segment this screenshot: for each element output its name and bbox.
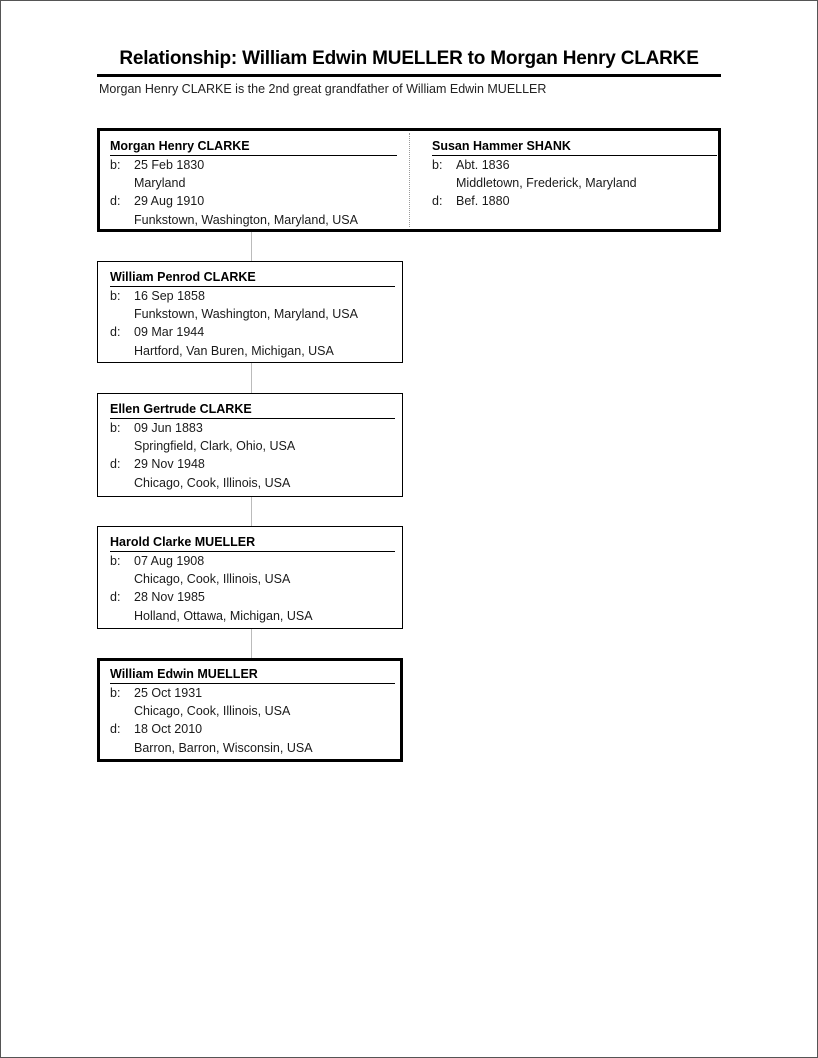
birth-date: 09 Jun 1883 — [134, 421, 203, 435]
death-place-row — [110, 342, 395, 360]
person-name: William Edwin MUELLER — [110, 667, 395, 684]
death-date-row — [110, 455, 395, 473]
birth-place-row — [110, 437, 395, 455]
birth-date: 25 Feb 1830 — [134, 158, 205, 172]
birth-place-row — [110, 305, 395, 323]
death-place: Barron, Barron, Wisconsin, USA — [134, 740, 313, 755]
connector-line — [251, 497, 252, 526]
birth-date: Abt. 1836 — [456, 158, 510, 172]
person-box-ellen-gertrude-clarke[interactable] — [97, 393, 403, 497]
death-label: d: — [110, 194, 121, 209]
birth-date: 25 Oct 1931 — [134, 686, 203, 700]
death-place-row — [110, 607, 395, 625]
death-place-row — [110, 739, 395, 757]
person-box-harold-clarke-mueller[interactable] — [97, 526, 403, 629]
birth-place: Chicago, Cook, Illinois, USA — [134, 572, 291, 587]
birth-date-row — [110, 419, 395, 437]
person-name: Harold Clarke MUELLER — [110, 535, 395, 552]
death-label: d: — [432, 194, 443, 209]
connector-line — [251, 232, 252, 261]
birth-label: b: — [110, 686, 121, 700]
spouse-divider — [409, 133, 410, 227]
person-details — [110, 402, 395, 492]
death-date-row — [110, 192, 397, 210]
connector-line — [251, 629, 252, 658]
birth-label: b: — [110, 158, 121, 172]
birth-place-row — [110, 702, 395, 720]
birth-label: b: — [110, 554, 121, 568]
death-place: Hartford, Van Buren, Michigan, USA — [134, 343, 334, 358]
birth-date-row — [110, 552, 395, 570]
death-date: 09 Mar 1944 — [134, 325, 205, 340]
death-label: d: — [110, 590, 121, 605]
death-date: 29 Aug 1910 — [134, 194, 205, 209]
title-rule — [97, 74, 721, 77]
page-title: Relationship: William Edwin MUELLER to Morgan Henry CLARKE — [119, 48, 699, 69]
birth-place-row — [432, 174, 717, 192]
person-susan-hammer-shank[interactable] — [432, 139, 717, 211]
person-name: Ellen Gertrude CLARKE — [110, 402, 395, 419]
person-morgan-henry-clarke[interactable] — [110, 139, 397, 229]
death-place-row — [110, 211, 397, 229]
death-date: 29 Nov 1948 — [134, 457, 205, 472]
person-name: Morgan Henry CLARKE — [110, 139, 397, 156]
death-place: Holland, Ottawa, Michigan, USA — [134, 608, 313, 623]
death-place: Chicago, Cook, Illinois, USA — [134, 475, 291, 490]
connector-line — [251, 363, 252, 393]
birth-label: b: — [110, 289, 121, 303]
birth-date-row — [110, 287, 395, 305]
birth-date-row — [432, 156, 717, 174]
birth-label: b: — [432, 158, 443, 172]
death-date-row — [110, 720, 395, 738]
death-date-row — [110, 588, 395, 606]
death-label: d: — [110, 457, 121, 472]
relationship-summary: Morgan Henry CLARKE is the 2nd great grandfather of William Edwin MUELLER — [99, 82, 547, 96]
death-place: Funkstown, Washington, Maryland, USA — [134, 212, 358, 227]
couple-box[interactable] — [97, 128, 721, 232]
person-name: William Penrod CLARKE — [110, 270, 395, 287]
birth-place: Maryland — [134, 176, 186, 191]
birth-place: Middletown, Frederick, Maryland — [456, 176, 637, 191]
death-date: 18 Oct 2010 — [134, 722, 203, 737]
birth-place: Springfield, Clark, Ohio, USA — [134, 439, 296, 454]
birth-label: b: — [110, 421, 121, 435]
person-name: Susan Hammer SHANK — [432, 139, 717, 156]
death-date-row — [432, 192, 717, 210]
person-details — [110, 667, 395, 757]
birth-date-row — [110, 156, 397, 174]
birth-place-row — [110, 174, 397, 192]
birth-place-row — [110, 570, 395, 588]
person-box-william-edwin-mueller[interactable] — [97, 658, 403, 762]
birth-date-row — [110, 684, 395, 702]
person-details — [110, 535, 395, 625]
person-details — [110, 270, 395, 360]
birth-date: 07 Aug 1908 — [134, 554, 205, 568]
death-label: d: — [110, 722, 121, 737]
death-place-row — [110, 474, 395, 492]
person-box-william-penrod-clarke[interactable] — [97, 261, 403, 363]
death-date: 28 Nov 1985 — [134, 590, 205, 605]
death-date: Bef. 1880 — [456, 194, 510, 209]
death-date-row — [110, 323, 395, 341]
birth-place: Chicago, Cook, Illinois, USA — [134, 704, 291, 719]
birth-place: Funkstown, Washington, Maryland, USA — [134, 307, 358, 322]
death-label: d: — [110, 325, 121, 340]
birth-date: 16 Sep 1858 — [134, 289, 205, 303]
